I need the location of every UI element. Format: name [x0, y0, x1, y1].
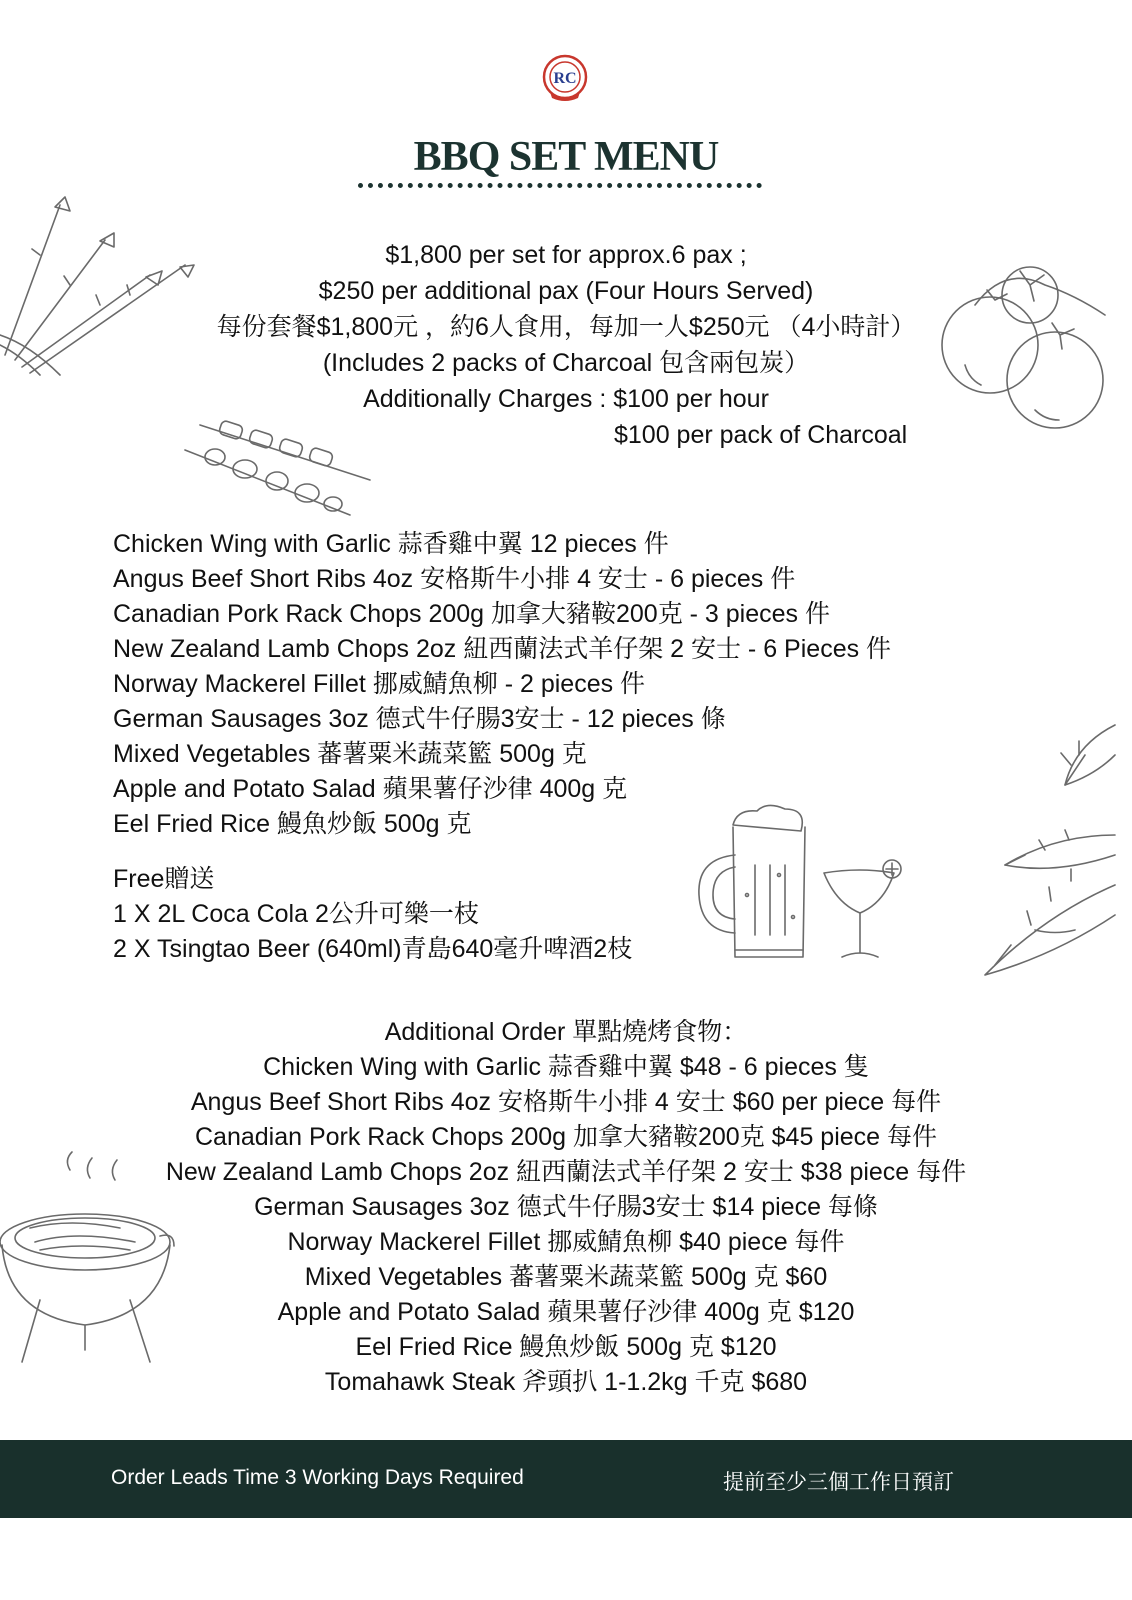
list-item: Tomahawk Steak 斧頭扒 1-1.2kg 千克 $680 [324, 1368, 808, 1396]
footer-lead-time: Order Leads Time 3 Working Days Required [111, 1466, 524, 1489]
list-item: Angus Beef Short Ribs 4oz 安格斯牛小排 4 安士 - 6 pieces 件 [113, 565, 796, 593]
list-item: Norway Mackerel Fillet 挪威鯖魚柳 $40 piece 每件 [287, 1228, 845, 1256]
list-item: Canadian Pork Rack Chops 200g 加拿大豬鞍200克 - 3 pieces 件 [113, 600, 830, 628]
footer-bar [0, 1440, 1132, 1518]
footer-lead-time-chinese: 提前至少三個工作日預訂 [723, 1471, 954, 1494]
beer-mug-illustration [695, 805, 815, 965]
additional-heading: Additional Order 單點燒烤食物： [384, 1018, 748, 1046]
list-item: Apple and Potato Salad 蘋果薯仔沙律 400g 克 [113, 775, 628, 803]
cocktail-illustration [820, 855, 910, 965]
list-item: Mixed Vegetables 蕃薯粟米蔬菜籃 500g 克 $60 [304, 1263, 828, 1291]
free-items-list [113, 862, 632, 967]
pricing-line: 每份套餐$1,800元 ，約6人食用，每加一人$250元 （4小時計） [216, 313, 916, 341]
leaf-illustration [975, 715, 1115, 995]
free-heading: Free贈送 [113, 865, 215, 893]
list-item: Chicken Wing with Garlic 蒜香雞中翼 $48 - 6 pieces 隻 [263, 1053, 869, 1081]
page-title: BBQ SET MENU [413, 134, 719, 180]
list-item: Norway Mackerel Fillet 挪威鯖魚柳 - 2 pieces 件 [113, 670, 646, 698]
pricing-line: $250 per additional pax (Four Hours Served) [318, 277, 814, 305]
list-item: German Sausages 3oz 德式牛仔腸3安士 $14 piece 每條 [254, 1193, 878, 1221]
list-item: New Zealand Lamb Chops 2oz 紐西蘭法式羊仔架 2 安士 $38 piece 每件 [165, 1158, 967, 1186]
tomato-illustration [935, 245, 1115, 435]
asparagus-illustration [0, 185, 200, 385]
list-item: Chicken Wing with Garlic 蒜香雞中翼 12 pieces 件 [113, 530, 669, 558]
list-item: Canadian Pork Rack Chops 200g 加拿大豬鞍200克 $45 piece 每件 [194, 1123, 938, 1151]
list-item: German Sausages 3oz 德式牛仔腸3安士 - 12 pieces 條 [113, 705, 726, 733]
list-item: Eel Fried Rice 鰻魚炒飯 500g 克 [113, 810, 472, 838]
pricing-line: $1,800 per set for approx.6 pax ; [385, 241, 747, 269]
title-dotted-divider [358, 183, 762, 188]
list-item: Mixed Vegetables 蕃薯粟米蔬菜籃 500g 克 [113, 740, 587, 768]
list-item: 1 X 2L Coca Cola 2公升可樂一枝 [113, 900, 479, 928]
pricing-line: (Includes 2 packs of Charcoal 包含兩包炭） [322, 349, 810, 377]
pricing-line: $100 per pack of Charcoal [614, 421, 908, 449]
bbq-grill-illustration [0, 1150, 180, 1370]
list-item: New Zealand Lamb Chops 2oz 紐西蘭法式羊仔架 2 安士 - 6 Pieces 件 [113, 635, 892, 663]
skewer-illustration [185, 415, 375, 525]
list-item: Apple and Potato Salad 蘋果薯仔沙律 400g 克 $120 [277, 1298, 855, 1326]
list-item: 2 X Tsingtao Beer (640ml)青島640毫升啤酒2枝 [113, 935, 633, 963]
set-menu-list [113, 527, 891, 842]
list-item: Angus Beef Short Ribs 4oz 安格斯牛小排 4 安士 $60 per piece 每件 [190, 1088, 942, 1116]
club-crest-logo [540, 54, 590, 104]
svg-text:RC: RC [553, 70, 577, 87]
list-item: Eel Fried Rice 鰻魚炒飯 500g 克 $120 [355, 1333, 777, 1361]
pricing-line: Additionally Charges : $100 per hour [363, 385, 769, 413]
